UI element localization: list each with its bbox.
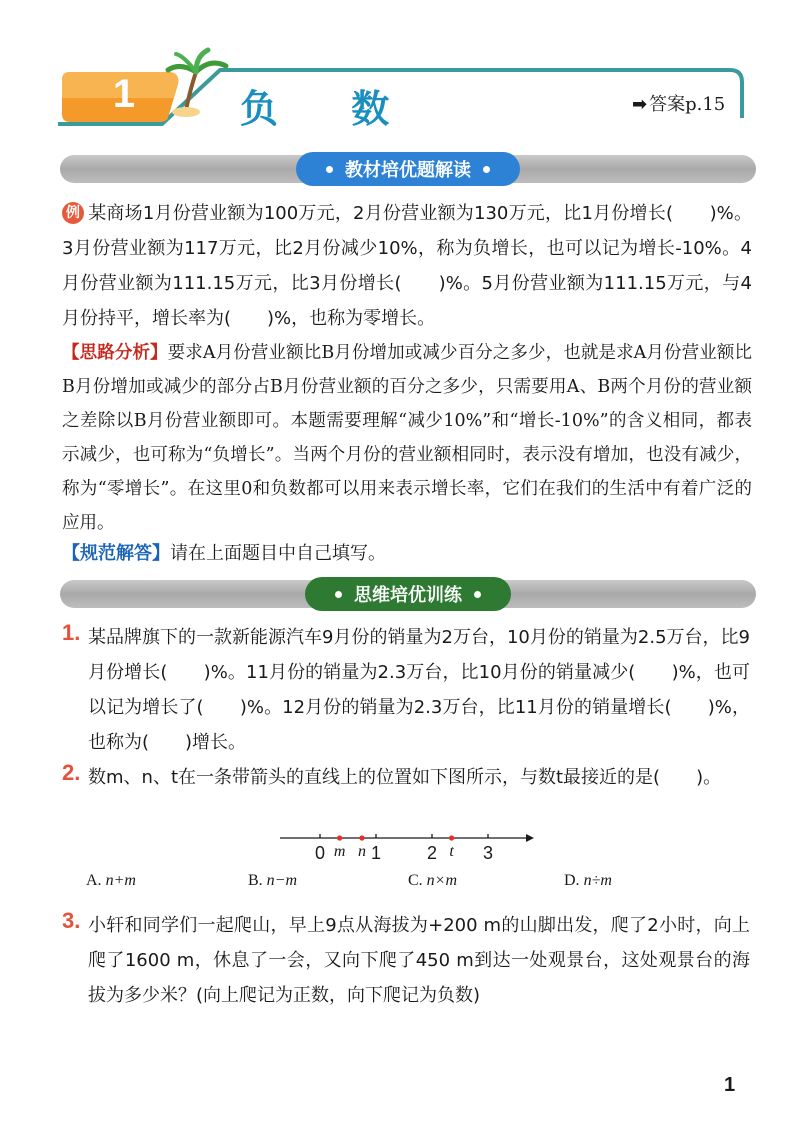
dot-icon <box>474 591 481 598</box>
solution-block <box>62 536 752 571</box>
number-line-tick-label: 3 <box>482 843 494 863</box>
choice-expression: n−m <box>266 872 298 889</box>
number-line-point-t <box>449 835 454 840</box>
number-line-tick-label: 1 <box>370 843 382 863</box>
example-text: 某商场1月份营业额为100万元，2月份营业额为130万元，比1月份增长( )%。3月份营业额为117万元，比2月份减少10%，称为负增长，也可以记为增长-10%。4月份营业额为111.15万元，比3月份增长( )%。5月份营业额为111.15万元，与4月份持平，增长率为( )%，也称为零增长。 <box>62 203 752 329</box>
number-line-point-n <box>359 835 364 840</box>
dot-icon <box>335 591 342 598</box>
number-line-point-label: n <box>358 843 366 860</box>
analysis-block <box>62 336 752 540</box>
choice-letter: C. <box>408 872 423 889</box>
question-text: 小轩和同学们一起爬山，早上9点从海拔为+200 m的山脚出发，爬了2小时，向上爬了1600 m，休息了一会，又向下爬了450 m到达一处观景台，这处观景台的海拔为多少米？(向上爬记为正数，向下爬记为负数) <box>88 915 750 1006</box>
chapter-number: 1 <box>112 72 136 116</box>
choice-letter: B. <box>248 872 263 889</box>
question-text: 某品牌旗下的一款新能源汽车9月份的销量为2万台，10月份的销量为2.5万台，比9月份增长( )%。11月份的销量为2.3万台，比10月份的销量减少( )%，也可以记为增长了( )%。12月份的销量为2.3万台，比11月份的销量增长( )%，也称为( )增长。 <box>88 627 750 753</box>
example-problem <box>62 196 752 336</box>
dot-icon <box>483 166 490 173</box>
dot-icon <box>326 166 333 173</box>
choice-c[interactable] <box>408 872 457 890</box>
section-title: 教材培优题解读 <box>345 160 471 181</box>
answer-choices <box>86 872 746 900</box>
chapter-header <box>0 0 800 140</box>
question-number: 3. <box>62 908 81 933</box>
number-line-svg <box>270 820 540 864</box>
section-title-pill <box>305 577 511 611</box>
number-line-point-m <box>337 835 342 840</box>
number-line <box>270 820 540 868</box>
section-banner-training <box>60 580 756 608</box>
choice-a[interactable] <box>86 872 136 890</box>
question-number: 1. <box>62 620 81 645</box>
question-number: 2. <box>62 760 81 785</box>
number-line-point-label: t <box>449 843 454 860</box>
page-number: 1 <box>724 1074 736 1096</box>
question-text: 数m、n、t在一条带箭头的直线上的位置如下图所示，与数t最接近的是( )。 <box>88 767 722 788</box>
example-badge: 例 <box>62 202 84 224</box>
section-banner-textbook <box>60 155 756 183</box>
number-line-point-label: m <box>333 843 346 860</box>
solution-text: 请在上面题目中自己填写。 <box>170 543 386 564</box>
choice-expression: n+m <box>105 872 136 889</box>
answer-ref-text: 答案p.15 <box>649 94 726 115</box>
arrow-right-icon: ➡ <box>632 94 648 115</box>
analysis-tag: 【思路分析】 <box>62 343 168 363</box>
choice-b[interactable] <box>248 872 297 890</box>
choice-d[interactable] <box>564 872 612 890</box>
choice-expression: n×m <box>426 872 458 889</box>
choice-letter: A. <box>86 872 102 889</box>
chapter-title: 负 数 <box>240 87 420 131</box>
number-line-tick-label: 2 <box>426 843 438 863</box>
solution-tag: 【规范解答】 <box>62 543 170 564</box>
number-line-tick-label: 0 <box>314 843 326 863</box>
section-title-pill <box>296 152 520 186</box>
analysis-text: 要求A月份营业额比B月份增加或减少百分之多少，也就是求A月份营业额比B月份增加或减少的部分占B月份营业额的百分之多少，只需要用A、B两个月份的营业额之差除以B月份营业额即可。本题需要理解“减少10%”和“增长-10%”的含义相同，都表示减少，也可称为“负增长”。当两个月份的营业额相同时，表示没有增加，也没有减少，称为“零增长”。在这里0和负数都可以用来表示增长率，它们在我们的生活中有着广泛的应用。 <box>62 343 752 533</box>
section-title: 思维培优训练 <box>354 585 462 606</box>
choice-letter: D. <box>564 872 580 889</box>
answer-reference <box>632 90 725 116</box>
arrow-head-icon <box>526 834 534 842</box>
choice-expression: n÷m <box>583 872 612 889</box>
